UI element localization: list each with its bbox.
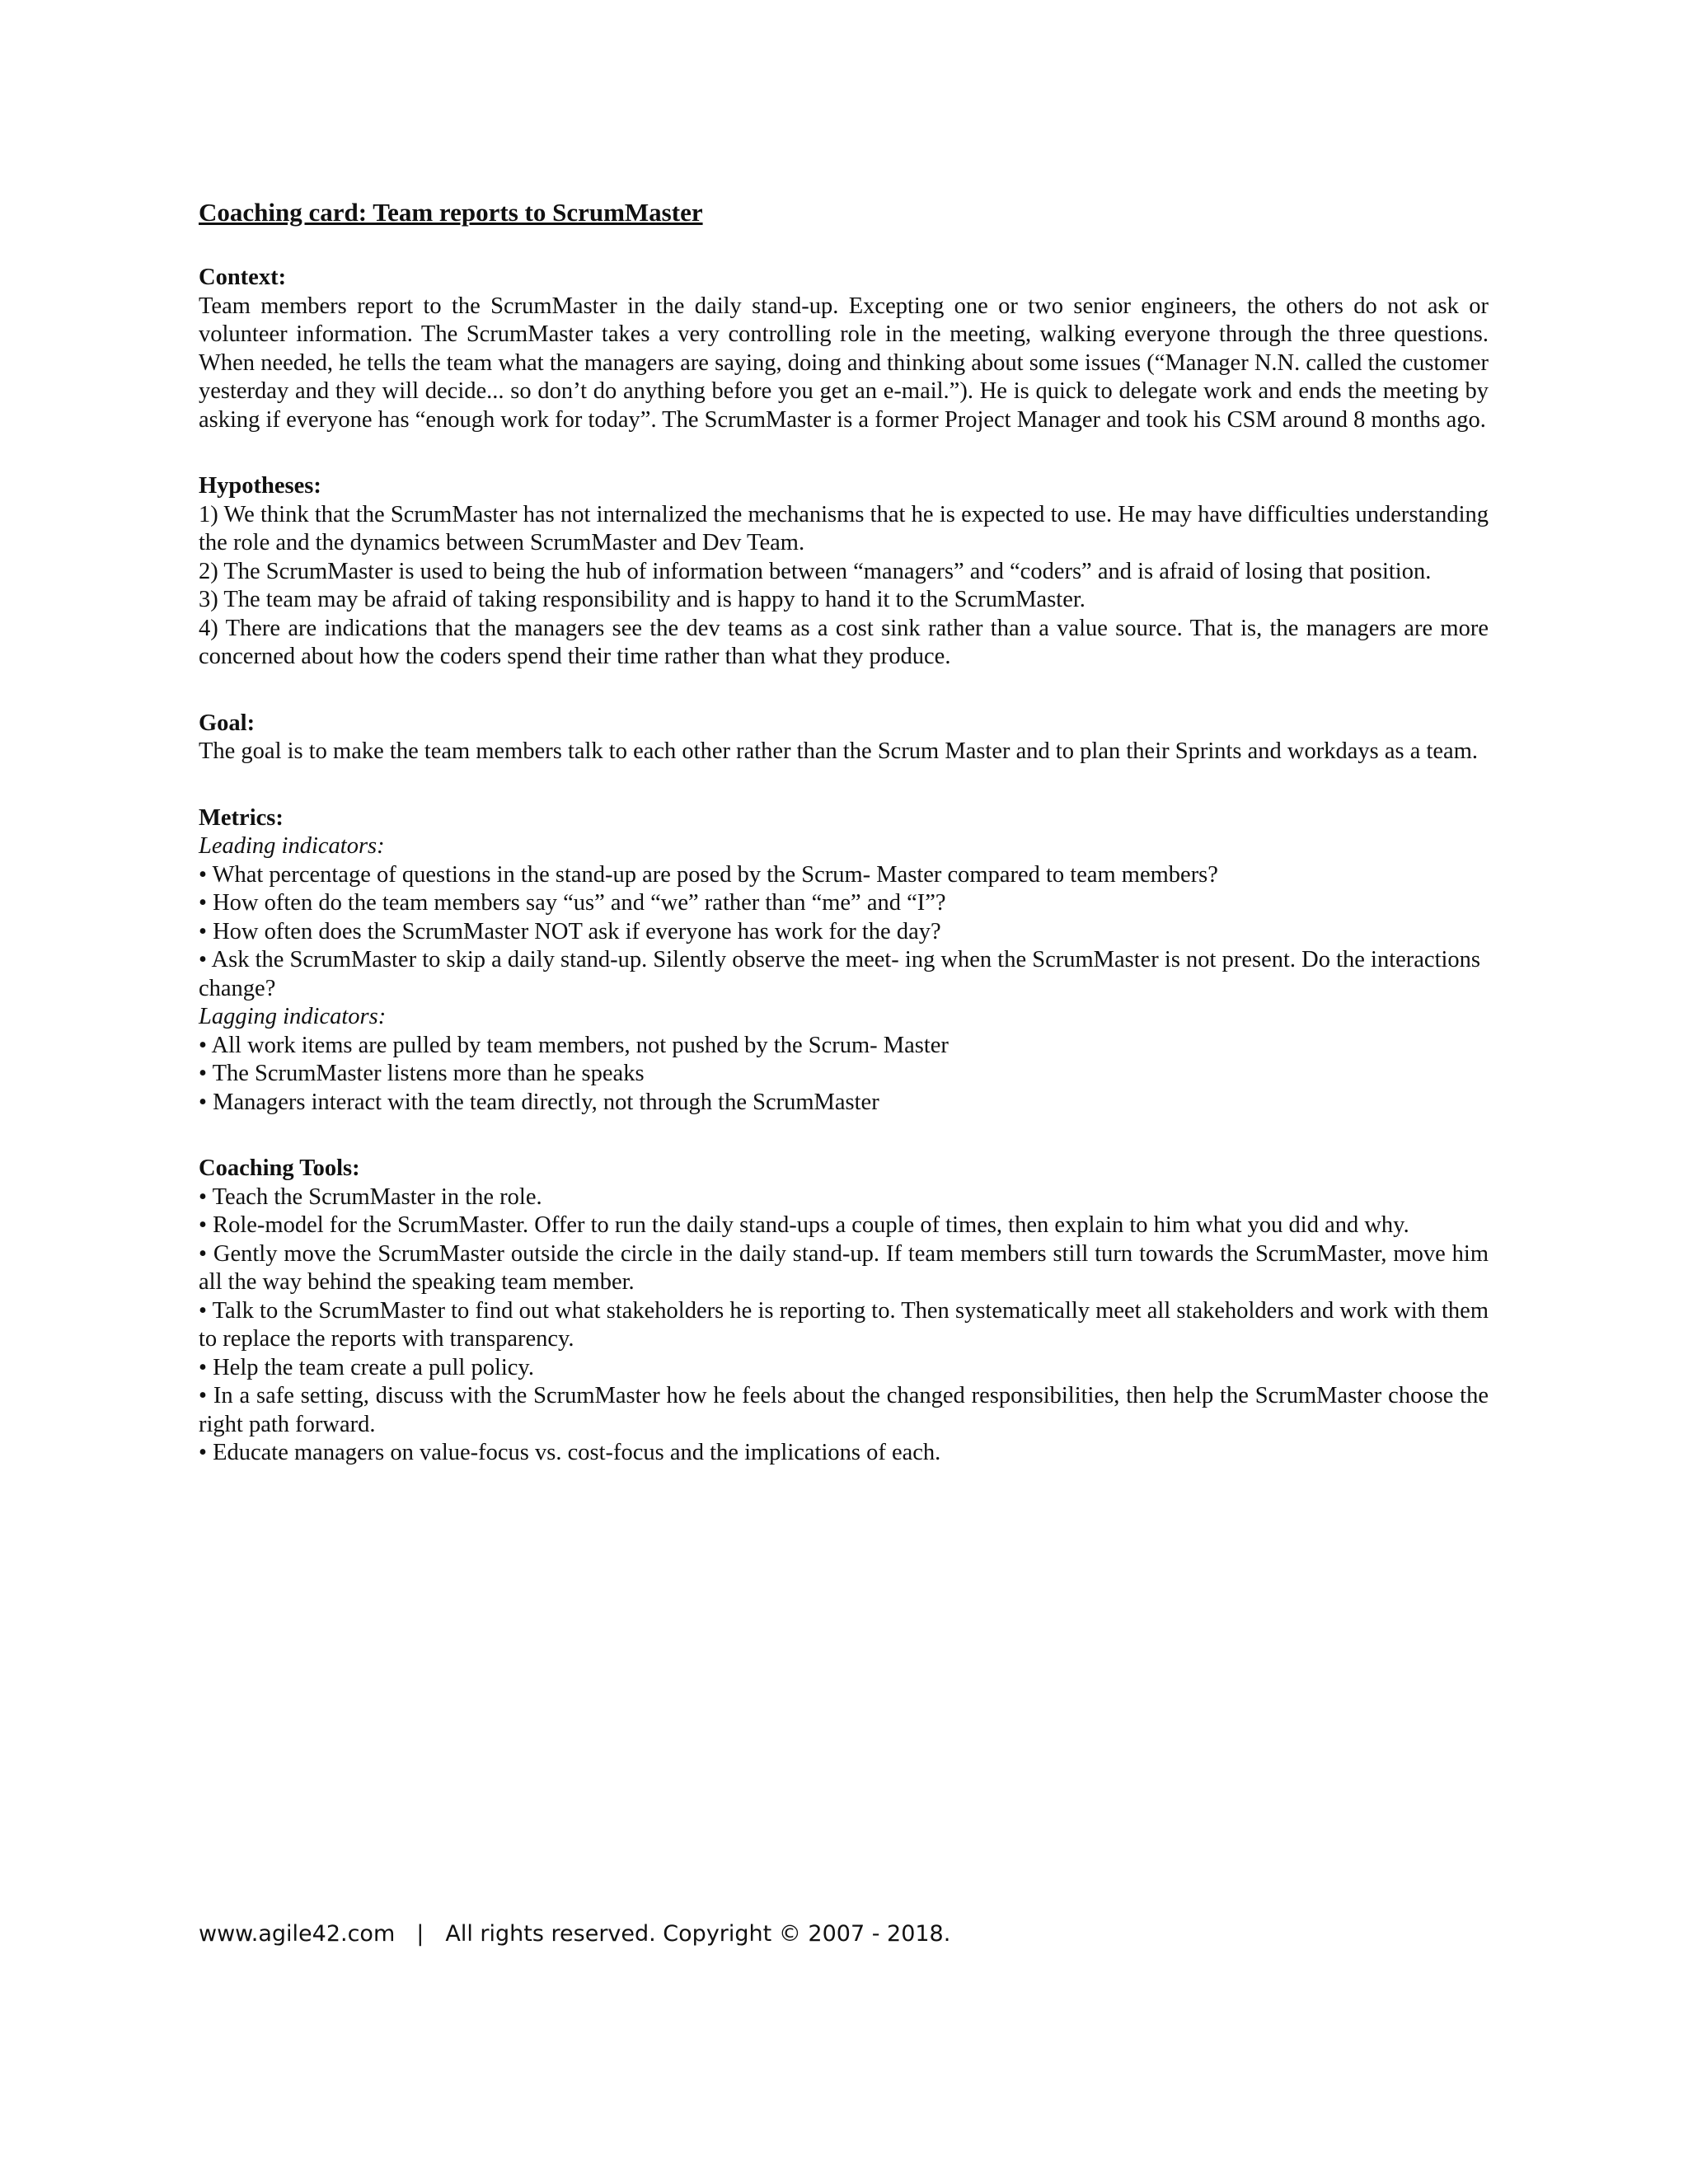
goal-heading: Goal: <box>199 710 256 736</box>
hypothesis-item: 4) There are indications that the managers see the dev teams as a cost sink rather than a value source. That is, the managers are more concerned about how the coders spend their time rather than what they produce. <box>199 615 1489 669</box>
coaching-tool-item: • Gently move the ScrumMaster outside the circle in the daily stand-up. If team members still turn towards the ScrumMaster, move him all the way behind the speaking team member. <box>199 1240 1489 1295</box>
context-section <box>199 264 1489 434</box>
goal-section <box>199 710 1489 766</box>
context-text: Team members report to the ScrumMaster in the daily stand-up. Excepting one or two senior engineers, the others do not ask or volunteer information. The ScrumMaster takes a very controlling role in the meeting, walking everyone through the three questions. When needed, he tells the team what the managers are saying, doing and thinking about some issues (“Manager N.N. called the customer yesterday and they will decide... so don’t do anything before you get an e-mail.”). He is quick to delegate work and ends the meeting by asking if everyone has “enough work for today”. The ScrumMaster is a former Project Manager and took his CSM around 8 months ago. <box>199 293 1489 433</box>
coaching-tool-item: • Talk to the ScrumMaster to find out what stakeholders he is reporting to. Then systematically meet all stakeholders and work with them to replace the reports with transparency. <box>199 1297 1489 1352</box>
coaching-tools-heading: Coaching Tools: <box>199 1155 360 1181</box>
hypotheses-section <box>199 472 1489 672</box>
coaching-tool-item: • In a safe setting, discuss with the ScrumMaster how he feels about the changed responsibilities, then help the ScrumMaster choose the right path forward. <box>199 1383 1489 1437</box>
coaching-tool-item: • Teach the ScrumMaster in the role. <box>199 1183 542 1210</box>
metrics-heading: Metrics: <box>199 804 284 831</box>
hypothesis-item: 2) The ScrumMaster is used to being the hub of information between “managers” and “coders” and is afraid of losing that position. <box>199 558 1432 584</box>
leading-indicators-label: Leading indicators: <box>199 833 385 859</box>
hypothesis-item: 3) The team may be afraid of taking responsibility and is happy to hand it to the ScrumMaster. <box>199 587 1085 612</box>
footer-separator: | <box>416 1921 424 1947</box>
document-page <box>199 196 1489 1506</box>
footer-copyright: All rights reserved. Copyright © 2007 - 2018. <box>445 1921 951 1947</box>
coaching-tool-item: • Role-model for the ScrumMaster. Offer to run the daily stand-ups a couple of times, then explain to him what you did and why. <box>199 1212 1409 1238</box>
goal-text: The goal is to make the team members talk to each other rather than the Scrum Master and to plan their Sprints and workdays as a team. <box>199 738 1478 764</box>
coaching-tools-section <box>199 1155 1489 1468</box>
leading-indicator-item: • What percentage of questions in the stand-up are posed by the Scrum- Master compared to team members? <box>199 861 1218 888</box>
lagging-indicator-item: • Managers interact with the team directly, not through the ScrumMaster <box>199 1089 879 1115</box>
leading-indicator-item: • Ask the ScrumMaster to skip a daily stand-up. Silently observe the meet- ing when the ScrumMaster is not present. Do the interactions change? <box>199 947 1481 1001</box>
page-footer <box>199 1919 950 1949</box>
lagging-indicators-label: Lagging indicators: <box>199 1004 387 1029</box>
footer-website-link[interactable]: www.agile42.com <box>199 1921 396 1947</box>
metrics-section <box>199 804 1489 1118</box>
context-heading: Context: <box>199 265 287 290</box>
lagging-indicator-item: • The ScrumMaster listens more than he speaks <box>199 1061 645 1086</box>
coaching-tool-item: • Educate managers on value-focus vs. cost-focus and the implications of each. <box>199 1440 941 1465</box>
hypothesis-item: 1) We think that the ScrumMaster has not internalized the mechanisms that he is expected to use. He may have difficulties understanding the role and the dynamics between ScrumMaster and Dev Team. <box>199 501 1489 555</box>
coaching-tool-item: • Help the team create a pull policy. <box>199 1354 534 1380</box>
lagging-indicator-item: • All work items are pulled by team members, not pushed by the Scrum- Master <box>199 1032 949 1058</box>
leading-indicator-item: • How often does the ScrumMaster NOT ask if everyone has work for the day? <box>199 918 941 944</box>
page-title: Coaching card: Team reports to ScrumMaster <box>199 198 703 227</box>
hypotheses-heading: Hypotheses: <box>199 473 321 499</box>
leading-indicator-item: • How often do the team members say “us” and “we” rather than “me” and “I”? <box>199 890 946 916</box>
